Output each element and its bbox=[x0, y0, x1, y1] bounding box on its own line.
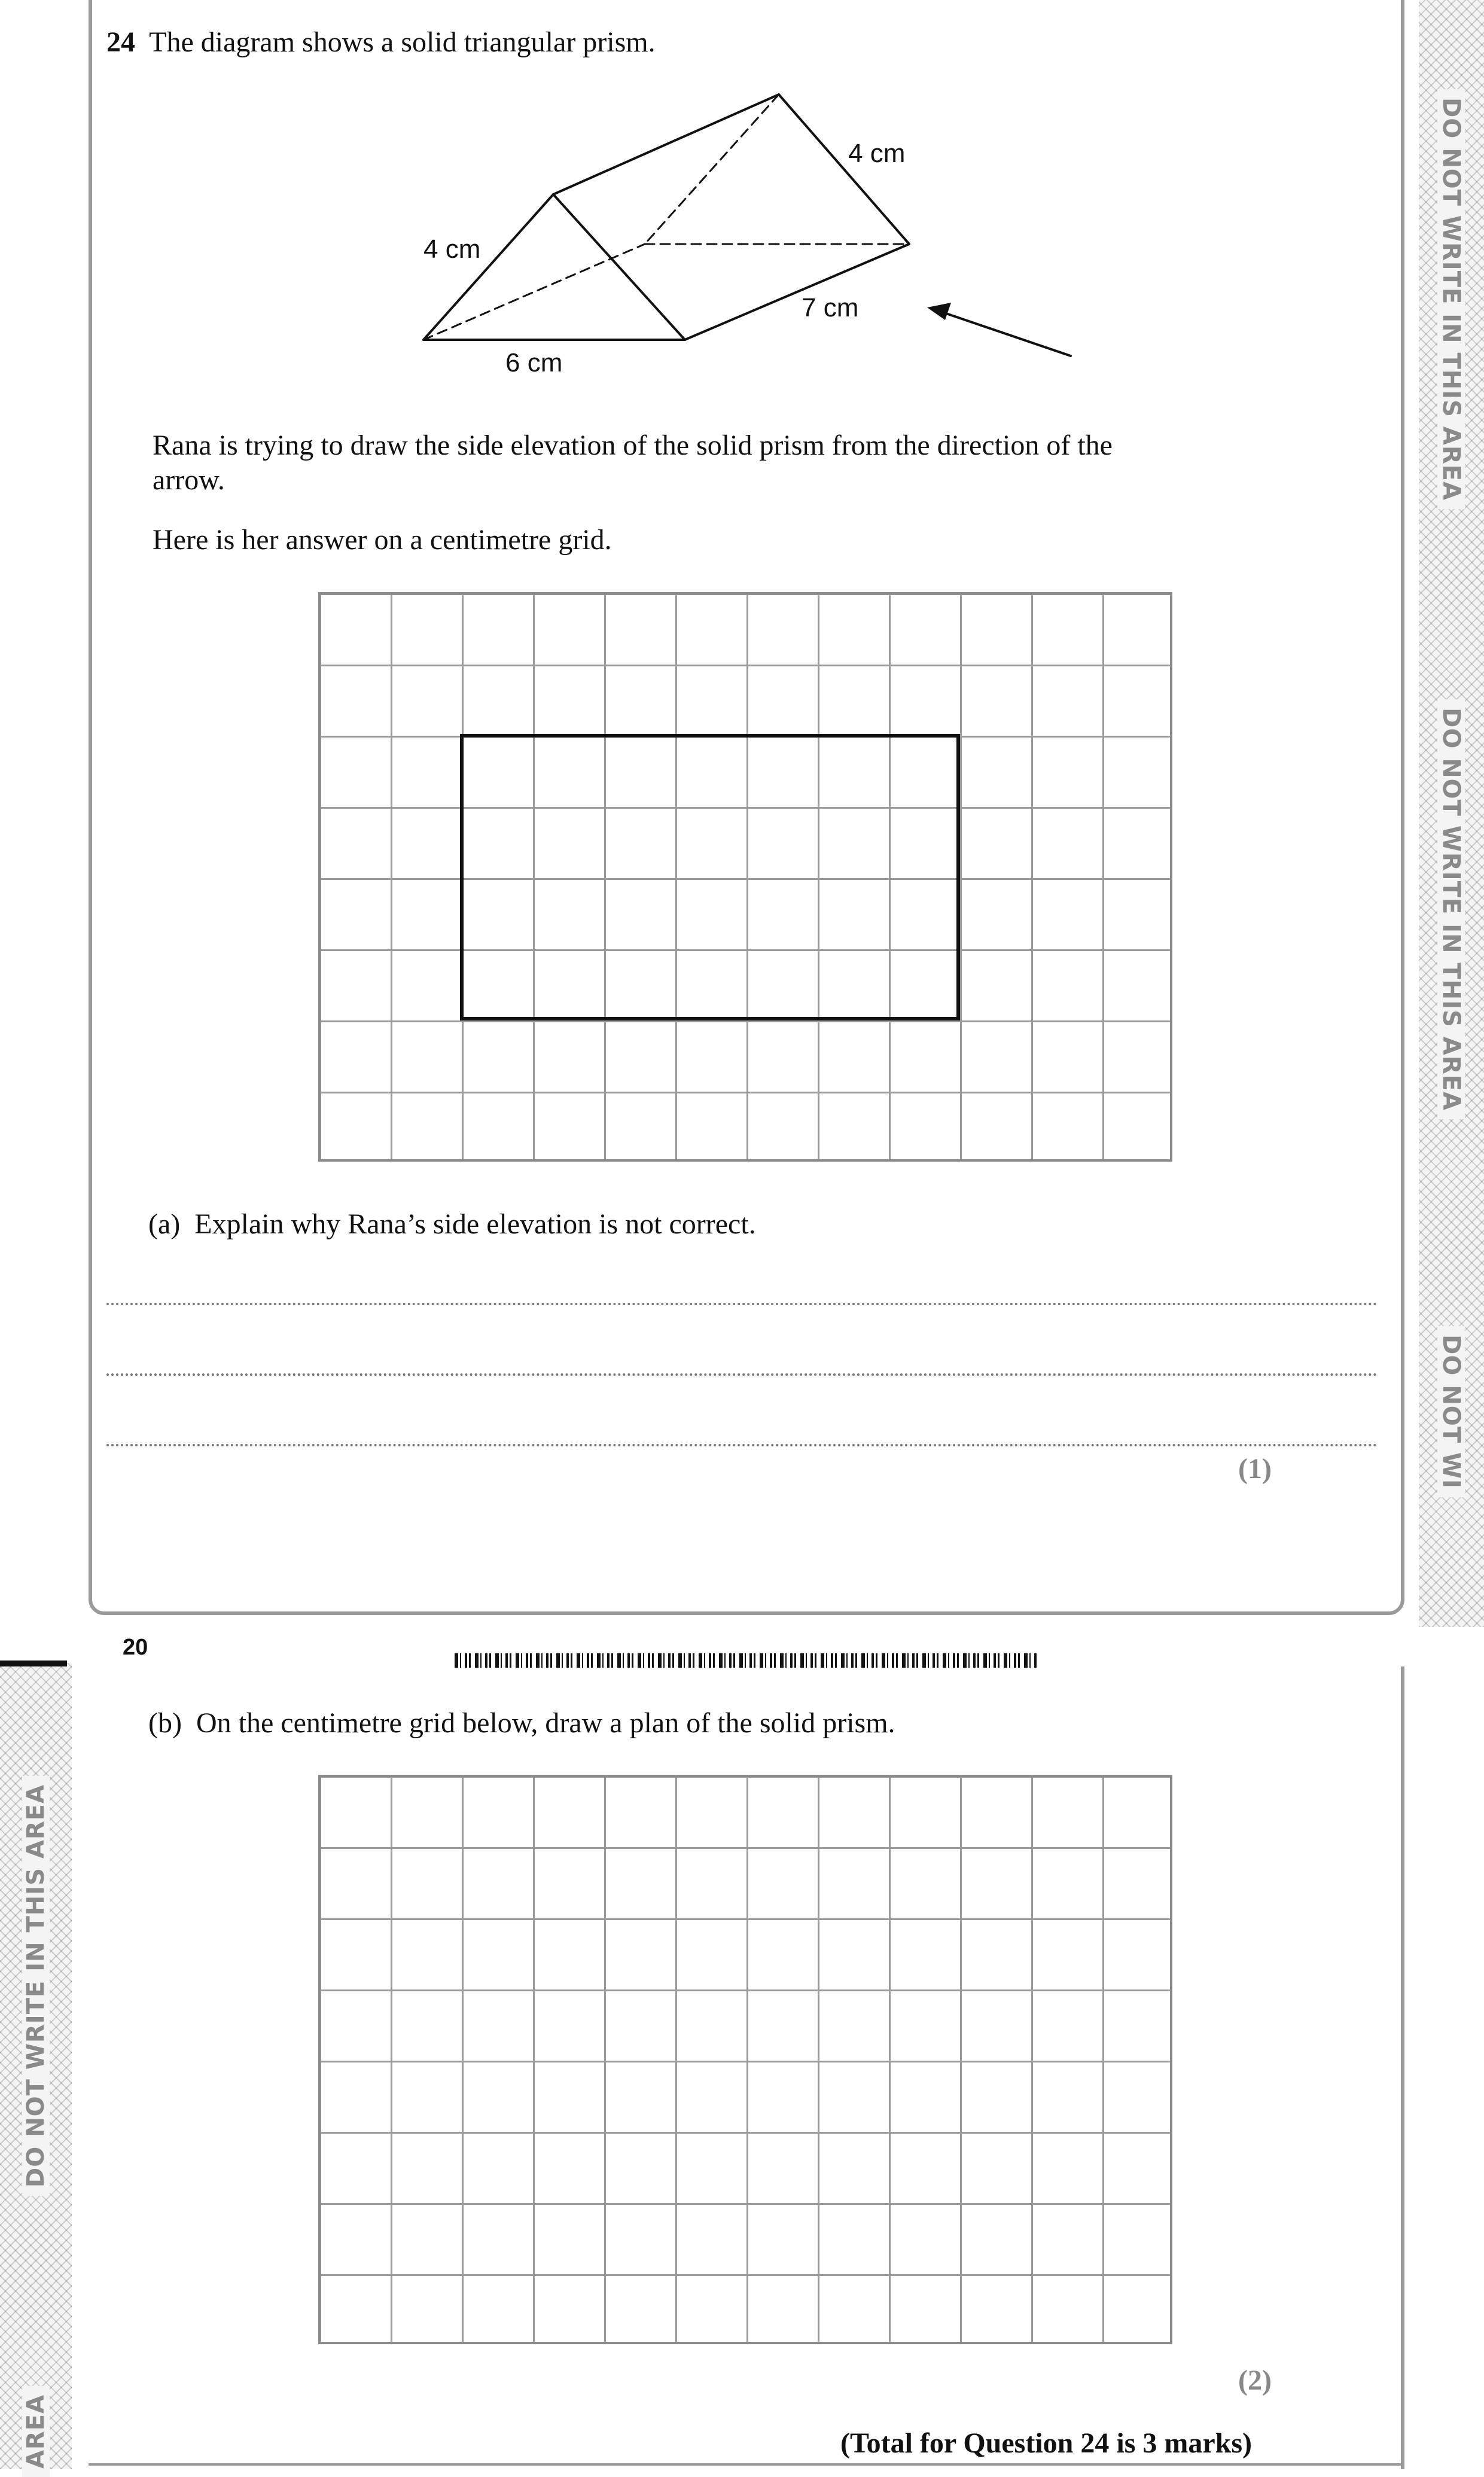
ridge-edge bbox=[553, 95, 779, 194]
arrow-head bbox=[927, 303, 951, 320]
base-right-edge bbox=[685, 244, 909, 340]
margin-warning-left-2: AREA bbox=[22, 2386, 50, 2477]
part-b bbox=[148, 1706, 895, 1741]
bottom-rule bbox=[89, 2463, 1404, 2466]
part-a-marks: (1) bbox=[1238, 1453, 1272, 1485]
direction-arrow bbox=[939, 311, 1071, 356]
margin-warning-right-2: DO NOT WRITE IN THIS AREA bbox=[1437, 699, 1465, 1119]
page-number: 20 bbox=[123, 1635, 148, 1660]
answer-line-2[interactable] bbox=[106, 1373, 1378, 1376]
left-margin-bar bbox=[0, 1661, 67, 1666]
hidden-edge-left bbox=[645, 95, 779, 244]
part-b-marks: (2) bbox=[1238, 2365, 1272, 2396]
label-top-edge: 4 cm bbox=[848, 139, 906, 168]
label-base: 6 cm bbox=[505, 348, 563, 377]
answer-intro: Here is her answer on a centimetre grid. bbox=[153, 524, 612, 556]
answer-line-3[interactable] bbox=[106, 1444, 1378, 1446]
margin-warning-right-3: DO NOT WI bbox=[1437, 1326, 1465, 1497]
rana-rectangle bbox=[460, 734, 960, 1020]
context-text: Rana is trying to draw the side elevation of the solid prism from the direction of the arrow. bbox=[153, 429, 1113, 496]
plan-grid[interactable] bbox=[318, 1775, 1172, 2344]
label-left-edge: 4 cm bbox=[423, 234, 481, 264]
front-triangle-face bbox=[423, 194, 685, 340]
margin-warning-left-1: DO NOT WRITE IN THIS AREA bbox=[22, 1776, 50, 2196]
part-a-label: (a) bbox=[148, 1208, 181, 1240]
part-a bbox=[148, 1207, 756, 1242]
page2-frame-right bbox=[1401, 1666, 1404, 2469]
part-a-text: Explain why Rana’s side elevation is not correct. bbox=[194, 1208, 756, 1240]
prism-diagram bbox=[0, 0, 1484, 431]
back-right-edge bbox=[779, 95, 909, 244]
answer-line-1[interactable] bbox=[106, 1303, 1378, 1305]
barcode bbox=[455, 1653, 1038, 1668]
question-number: 24 bbox=[106, 26, 135, 58]
part-b-text: On the centimetre grid below, draw a plan of the solid prism. bbox=[196, 1707, 895, 1739]
label-length: 7 cm bbox=[802, 293, 859, 322]
question-intro: The diagram shows a solid triangular prism. bbox=[149, 26, 656, 58]
question-total: (Total for Question 24 is 3 marks) bbox=[840, 2427, 1253, 2459]
margin-warning-right-1: DO NOT WRITE IN THIS AREA bbox=[1437, 89, 1465, 509]
part-b-label: (b) bbox=[148, 1707, 182, 1739]
